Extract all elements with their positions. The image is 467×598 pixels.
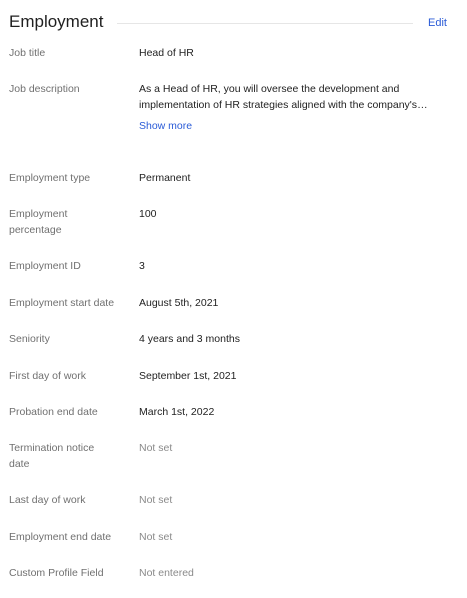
field-label: Job description (9, 83, 80, 95)
field-row-last-day-of-work (9, 492, 457, 508)
field-value: March 1st, 2022 (139, 406, 215, 418)
field-row-employment-percentage (9, 206, 457, 238)
field-value: Not set (139, 531, 173, 543)
field-label: Last day of work (9, 494, 86, 506)
field-value: 100 (139, 208, 157, 220)
section-header (9, 10, 447, 34)
field-value: August 5th, 2021 (139, 297, 219, 309)
job-description-text: As a Head of HR, you will oversee the development and implementation of HR strategies aligned with the company's (139, 83, 418, 111)
field-row-employment-id (9, 258, 457, 274)
field-label: Custom Profile Field (9, 567, 104, 579)
field-row-employment-start-date (9, 295, 457, 311)
field-row-job-title (9, 45, 457, 61)
field-value: Not set (139, 494, 173, 506)
field-value: Not set (139, 442, 173, 454)
show-more-link[interactable]: Show more (139, 120, 193, 132)
field-row-probation-end-date (9, 404, 457, 420)
field-value: September 1st, 2021 (139, 370, 237, 382)
field-row-seniority (9, 331, 457, 347)
section-title: Employment (9, 12, 104, 31)
field-label-text: Employment percentage (9, 208, 68, 236)
field-row-employment-end-date (9, 529, 457, 545)
header-divider (117, 23, 413, 24)
field-label: Probation end date (9, 406, 98, 418)
field-row-first-day-of-work (9, 368, 457, 384)
field-value: Permanent (139, 172, 191, 184)
field-label: Employment type (9, 172, 91, 184)
field-label-text: Termination notice date (9, 442, 95, 470)
field-row-employment-type (9, 170, 457, 186)
field-row-custom-profile-field (9, 565, 457, 581)
field-label (9, 206, 139, 238)
field-value: 3 (139, 260, 145, 272)
field-row-termination-notice-date (9, 440, 457, 472)
edit-button[interactable]: Edit (428, 17, 447, 29)
field-label: Employment ID (9, 260, 81, 272)
field-label: Job title (9, 47, 46, 59)
field-label: Employment start date (9, 297, 115, 309)
field-label (9, 440, 139, 472)
field-label: First day of work (9, 370, 87, 382)
field-value-group (139, 81, 457, 134)
field-value: Head of HR (139, 47, 194, 59)
field-label: Seniority (9, 333, 50, 345)
field-label: Employment end date (9, 531, 112, 543)
field-value: 4 years and 3 months (139, 333, 240, 345)
field-row-job-description (9, 81, 457, 134)
field-value: Not entered (139, 567, 194, 579)
